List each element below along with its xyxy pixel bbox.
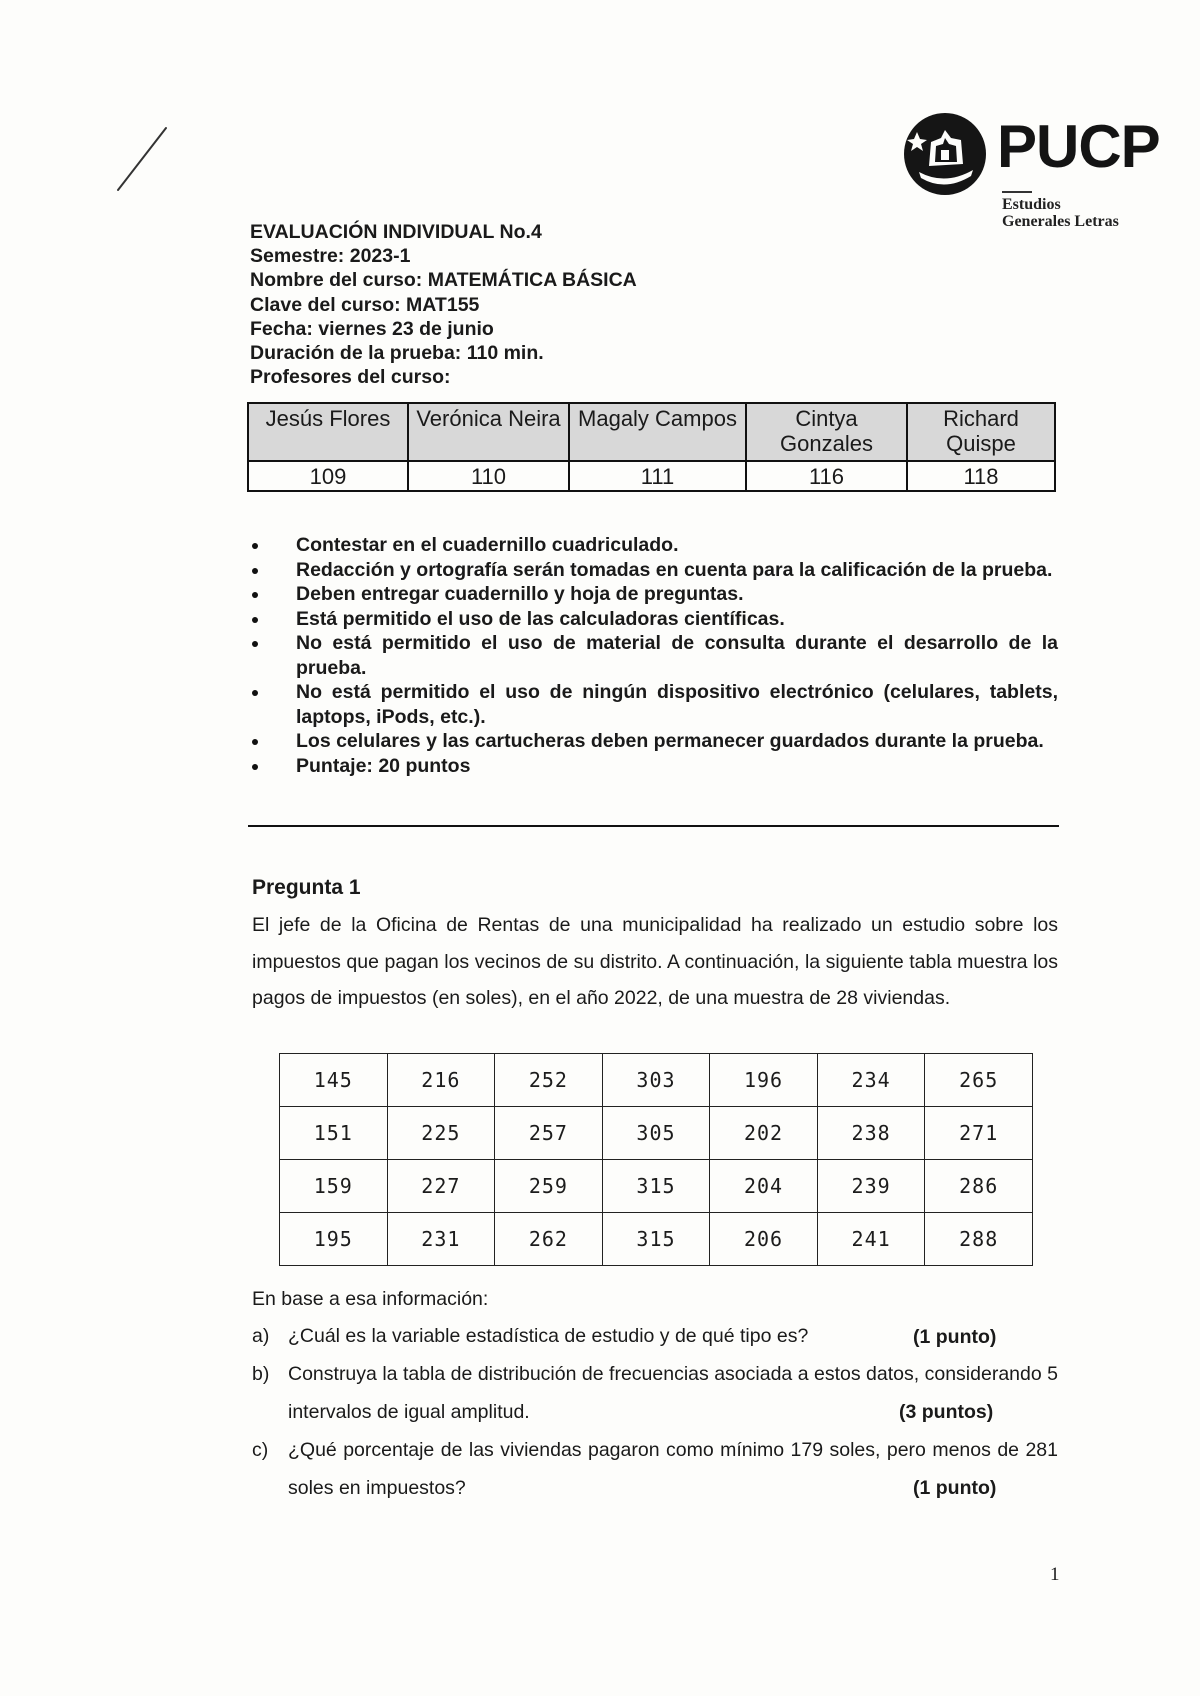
tax-data-table	[279, 1053, 1033, 1266]
page-number: 1	[1050, 1564, 1060, 1585]
exam-header	[250, 220, 637, 389]
data-cell: 196	[710, 1054, 818, 1107]
professors-table	[247, 402, 1056, 492]
pucp-emblem-icon	[901, 112, 991, 202]
data-cell: 303	[602, 1054, 710, 1107]
semester: Semestre: 2023-1	[250, 245, 411, 268]
data-cell: 195	[280, 1213, 388, 1266]
data-row	[280, 1054, 1033, 1107]
instruction-item: Puntaje: 20 puntos	[250, 754, 1058, 779]
data-cell: 257	[495, 1107, 603, 1160]
exam-duration: Duración de la prueba: 110 min.	[250, 342, 544, 365]
professor-name: Jesús Flores	[248, 403, 408, 461]
data-row	[280, 1160, 1033, 1213]
instruction-item: No está permitido el uso de ningún dispositivo electrónico (celulares, tablets, laptops, iPods, etc.).	[250, 680, 1058, 729]
exam-title: EVALUACIÓN INDIVIDUAL No.4	[250, 221, 542, 243]
data-cell: 241	[817, 1213, 925, 1266]
instruction-item: Redacción y ortografía serán tomadas en cuenta para la calificación de la prueba.	[250, 558, 1058, 583]
data-cell: 238	[817, 1107, 925, 1160]
data-cell: 286	[925, 1160, 1033, 1213]
data-cell: 227	[387, 1160, 495, 1213]
section-divider	[248, 825, 1059, 827]
part-text: ¿Cuál es la variable estadística de estudio y de qué tipo es?	[288, 1325, 809, 1347]
data-cell: 265	[925, 1054, 1033, 1107]
instruction-item: Está permitido el uso de las calculadoras científicas.	[250, 607, 1058, 632]
logo-divider	[1002, 191, 1032, 193]
question-title: Pregunta 1	[252, 876, 361, 899]
part-label: b)	[252, 1363, 270, 1385]
part-points: (1 punto)	[913, 1477, 997, 1499]
section-number: 110	[408, 461, 569, 491]
data-cell: 259	[495, 1160, 603, 1213]
part-points: (3 puntos)	[899, 1401, 994, 1423]
pen-stroke-mark	[114, 126, 174, 196]
course-name: Nombre del curso: MATEMÁTICA BÁSICA	[250, 269, 637, 292]
instructions-list	[250, 533, 1058, 778]
data-cell: 159	[280, 1160, 388, 1213]
data-cell: 225	[387, 1107, 495, 1160]
data-row	[280, 1213, 1033, 1266]
section-number: 116	[746, 461, 907, 491]
course-code: Clave del curso: MAT155	[250, 293, 480, 316]
professor-name: Cintya Gonzales	[746, 403, 907, 461]
data-cell: 204	[710, 1160, 818, 1213]
data-cell: 271	[925, 1107, 1033, 1160]
pucp-wordmark: PUCP	[997, 113, 1160, 180]
logo-subtitle-1: Estudios	[1002, 196, 1061, 213]
data-cell: 216	[387, 1054, 495, 1107]
data-cell: 262	[495, 1213, 603, 1266]
professors-sections-row	[248, 461, 1055, 491]
section-number: 109	[248, 461, 408, 491]
question-intro: El jefe de la Oficina de Rentas de una municipalidad ha realizado un estudio sobre los impuestos que pagan los vecinos de su distrito. A continuación, la siguiente tabla muestra los pagos de impuestos (en soles), en el año 2022, de una muestra de 28 viviendas.	[252, 914, 1058, 1009]
part-points: (1 punto)	[913, 1326, 997, 1348]
data-cell: 239	[817, 1160, 925, 1213]
data-cell: 145	[280, 1054, 388, 1107]
instruction-item: Contestar en el cuadernillo cuadriculado.	[250, 533, 1058, 558]
data-cell: 305	[602, 1107, 710, 1160]
professor-name: Richard Quispe	[907, 403, 1055, 461]
pucp-logo	[901, 108, 1161, 228]
data-cell: 202	[710, 1107, 818, 1160]
part-label: a)	[252, 1325, 270, 1347]
professors-label: Profesores del curso:	[250, 366, 451, 389]
instruction-item: Deben entregar cuadernillo y hoja de preguntas.	[250, 582, 1058, 607]
section-number: 111	[569, 461, 746, 491]
logo-subtitle-2: Generales Letras	[1002, 213, 1119, 230]
data-cell: 206	[710, 1213, 818, 1266]
data-cell: 151	[280, 1107, 388, 1160]
instruction-item: Los celulares y las cartucheras deben permanecer guardados durante la prueba.	[250, 729, 1058, 754]
professor-name: Verónica Neira	[408, 403, 569, 461]
data-cell: 315	[602, 1160, 710, 1213]
exam-date: Fecha: viernes 23 de junio	[250, 317, 494, 340]
part-text: ¿Qué porcentaje de las viviendas pagaron como mínimo 179 soles, pero menos de 281 soles en impuestos?	[288, 1439, 1058, 1499]
section-number: 118	[907, 461, 1055, 491]
data-cell: 252	[495, 1054, 603, 1107]
question-lead: En base a esa información:	[252, 1288, 489, 1310]
part-label: c)	[252, 1439, 269, 1461]
data-cell: 315	[602, 1213, 710, 1266]
professors-names-row	[248, 403, 1055, 461]
data-cell: 231	[387, 1213, 495, 1266]
data-cell: 234	[817, 1054, 925, 1107]
data-row	[280, 1107, 1033, 1160]
part-text: Construya la tabla de distribución de frecuencias asociada a estos datos, considerando 5 intervalos de igual amplitud.	[288, 1363, 1058, 1423]
professor-name: Magaly Campos	[569, 403, 746, 461]
data-cell: 288	[925, 1213, 1033, 1266]
instruction-item: No está permitido el uso de material de consulta durante el desarrollo de la prueba.	[250, 631, 1058, 680]
